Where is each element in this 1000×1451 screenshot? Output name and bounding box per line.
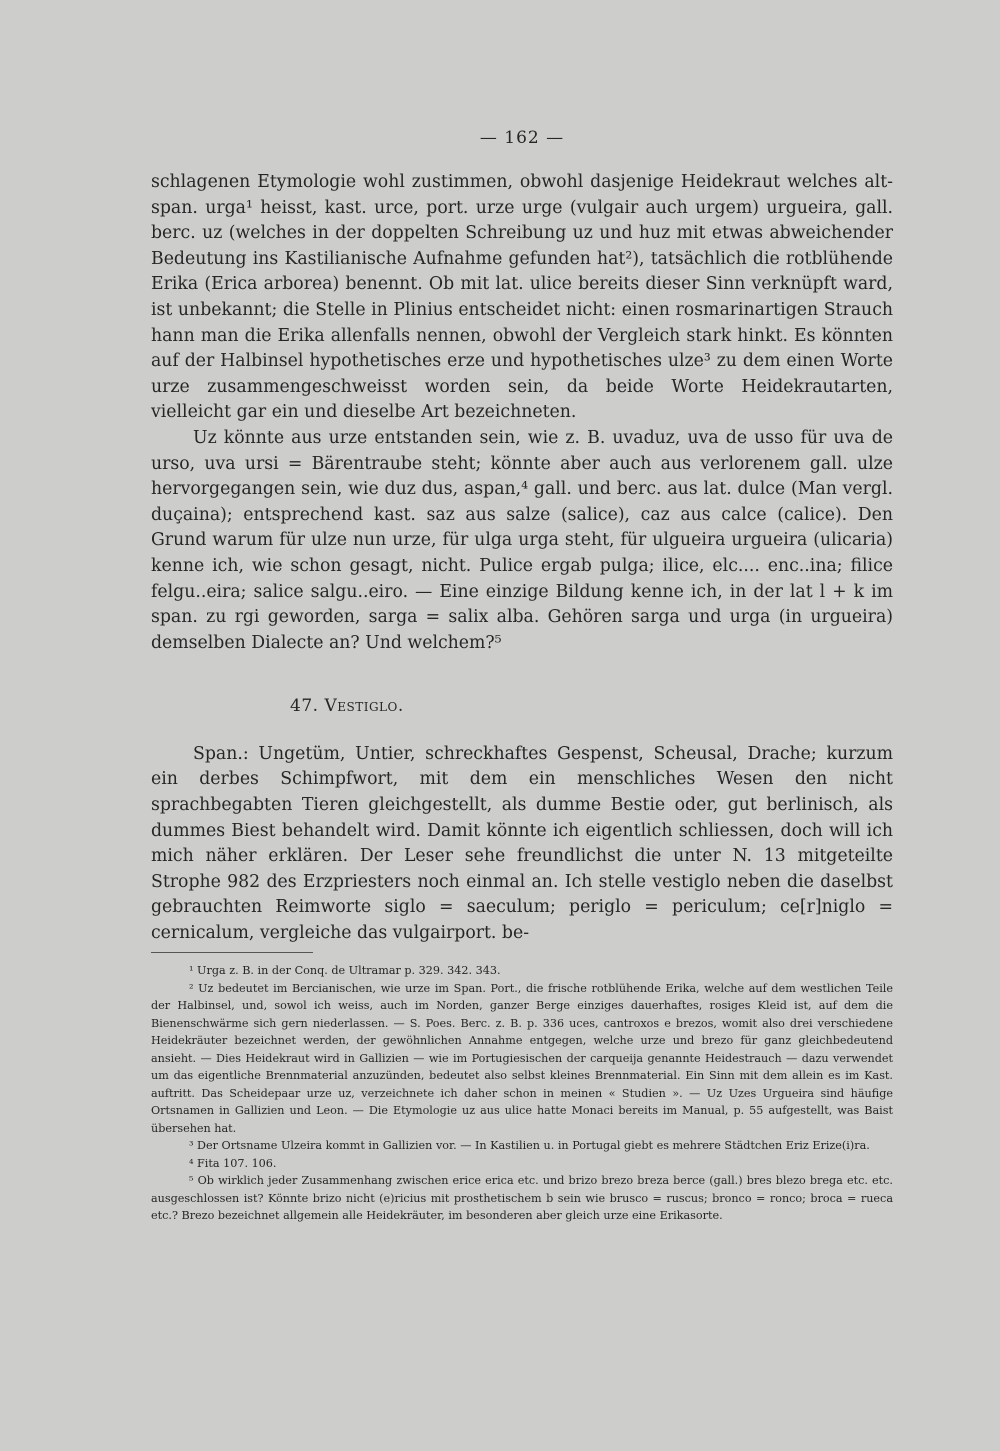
paragraph-2: Uz könnte aus urze entstanden sein, wie z. B. uvaduz, uva de usso für uva de urso, uva ursi = Bärentraube steht; könnte aber auch aus verlorenem gall. ulze hervorgegangen sein, wie duz dus, aspan,⁴ gall. und berc. aus lat. dulce (Man vergl. duçaina); entsprechend kast. saz aus salze (salice), caz aus calce (calice). Den Grund warum für ulze nun urze, für ulga urga steht, für ulgueira urgueira (ulicaria) kenne ich, wie schon gesagt, nicht. Pulice ergab pulga; ilice, elc.... enc..ina; filice felgu..eira; salice salgu..eiro. — Eine einzige Bildung kenne ich, in der lat l + k im span. zu rgi geworden, sarga = salix alba. Gehören sarga und urga (in urgueira) demselben Dialecte an? Und welchem?⁵ <box>151 427 893 653</box>
footnote-5: ⁵ Ob wirklich jeder Zusammenhang zwischen erice erica etc. und brizo brezo breza berce (gall.) bres blezo brega etc. etc. ausgeschlossen ist? Könnte brizo nicht (e)ricius mit prosthetischem b sein wie brusco = ruscus; bronco = ronco; broca = rueca etc.? Brezo bezeichnet allgemein alle Heidekräuter, im besonderen aber gleich urze eine Erikasorte. <box>151 1174 893 1222</box>
paragraph-3: Span.: Ungetüm, Untier, schreckhaftes Gespenst, Scheusal, Drache; kurzum ein derbes Schimpfwort, mit dem ein menschliches Wesen den nicht sprachbegabten Tieren gleichgestellt, als dumme Bestie oder, gut berlinisch, als dummes Biest behandelt wird. Damit könnte ich eigentlich schliessen, doch will ich mich näher erklären. Der Leser sehe freundlichst die unter N. 13 mitgeteilte Strophe 982 des Erzpriesters noch einmal an. Ich stelle vestiglo neben die daselbst gebrauchten Reimworte siglo = saeculum; periglo = periculum; ce[r]niglo = cernicalum, vergleiche das vulgairport. be- <box>151 743 893 944</box>
footnotes <box>151 962 893 1225</box>
section-heading <box>290 694 893 720</box>
footnote-4: ⁴ Fita 107. 106. <box>189 1156 277 1170</box>
footnote-2: ² Uz bedeutet im Bercianischen, wie urze im Span. Port., die frische rotblühende Erika, welche auf dem westlichen Teile der Halbinsel, und, sowol ich weiss, auch im Norden, ganzer Berge einziges dauerhaftes, rosiges Kleid ist, auf dem die Bienenschwärme sich gern niederlassen. — S. Poes. Berc. z. B. p. 336 uces, cantroxos e brezos, womit also drei verschiedene Heidekräuter bezeichnet werden, der gewöhnlichen Annahme entgegen, welche urze und brezo für ganz gleichbedeutend ansieht. — Dies Heidekraut wird in Gallizien — wie im Portugiesischen der carqueija genannte Heidestrauch — dazu verwendet um das eigentliche Brennmaterial anzuzünden, bedeutet also selbst kleines Brennmaterial. Ein Sinn mit dem allein es im Kast. auftritt. Das Scheidepaar urze uz, verzeichnete ich daher schon in meinen « Studien ». — Uz Uzes Urgueira sind häufige Ortsnamen in Gallizien und Leon. — Die Etymologie uz aus ulice hatte Monaci bereits im Manual, p. 55 aufgestellt, was Baist übersehen hat. <box>151 981 893 1135</box>
section-number: 47. <box>290 696 325 717</box>
footnote-1: ¹ Urga z. B. in der Conq. de Ultramar p. 329. 342. 343. <box>189 964 501 977</box>
footnote-3: ³ Der Ortsname Ulzeira kommt in Gallizien vor. — In Kastilien u. in Portugal giebt es mehrere Städtchen Eriz Erize(i)ra. <box>189 1139 870 1152</box>
page-number: — 162 — <box>479 128 565 148</box>
paragraph-1: schlagenen Etymologie wohl zustimmen, obwohl dasjenige Heidekraut welches altspan. urga¹ heisst, kast. urce, port. urze urge (vulgair auch urgem) urgueira, gall. berc. uz (welches in der doppelten Schreibung uz und huz mit etwas abweichender Bedeutung ins Kastilianische Aufnahme gefunden hat²), tatsächlich die rotblühende Erika (Erica arborea) benennt. Ob mit lat. ulice bereits dieser Sinn verknüpft ward, ist unbekannt; die Stelle in Plinius entscheidet nicht: einen rosmarinartigen Strauch hann man die Erika allenfalls nennen, obwohl der Vergleich stark hinkt. Es könnten auf der Halbinsel hypothetisches erze und hypothetisches ulze³ zu dem einen Worte urze zusammengeschweisst worden sein, da beide Worte Heidekrautarten, vielleicht gar ein und dieselbe Art bezeichneten. <box>151 172 893 423</box>
main-text <box>151 170 893 947</box>
footnote-rule <box>151 952 313 953</box>
section-title: Vestiglo. <box>324 696 404 717</box>
